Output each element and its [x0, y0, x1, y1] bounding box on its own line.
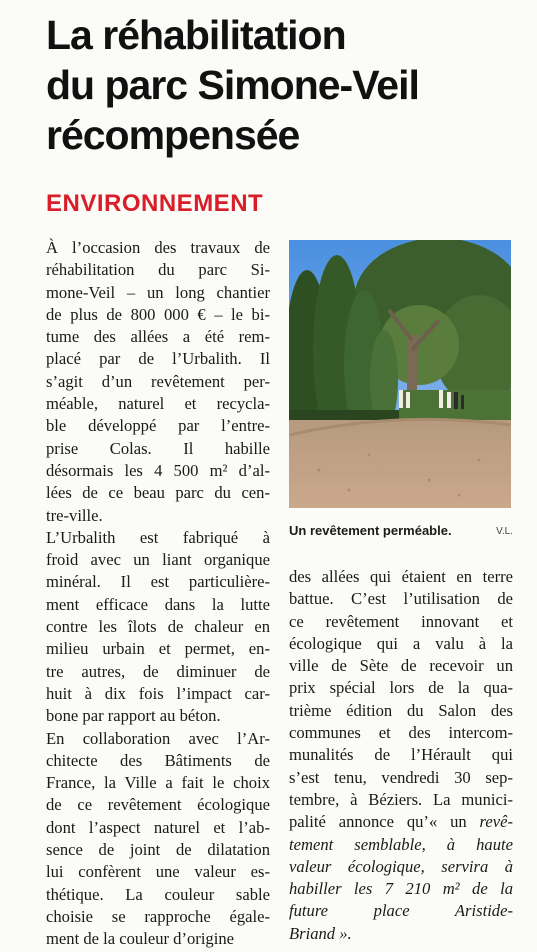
body-line: des allées qui étaient en terre	[289, 567, 513, 586]
body-line: ment de la couleur d’origine	[46, 929, 234, 949]
body-line: contre les îlots de chaleur en	[46, 617, 270, 637]
body-line: trième édition du Salon des	[289, 700, 513, 720]
photo-caption	[289, 522, 513, 541]
body-line: réhabilitation du parc Si-	[46, 260, 270, 280]
body-line: dont l’aspect naturel et l’ab-	[46, 817, 270, 837]
body-line: valeur écologique, servira à	[289, 856, 513, 876]
body-line: Briand ».	[289, 923, 352, 943]
body-line: de ce revêtement écologique	[46, 795, 270, 815]
headline	[46, 10, 526, 160]
article-body-right-column	[289, 566, 513, 945]
body-line: ce revêtement innovant et	[289, 611, 513, 631]
body-line: lui confèrent une valeur es-	[46, 862, 270, 882]
body-line: tume des allées a été rem-	[46, 327, 270, 347]
park-photo-image	[289, 240, 511, 508]
body-line: chitecte des Bâtiments de	[46, 750, 270, 770]
body-line: tement semblable, à haute	[289, 834, 513, 854]
body-line: écologique qui a valu à la	[289, 633, 513, 653]
article-body-left-column	[46, 237, 270, 951]
body-line: de plus de 800 000 € – le bi-	[46, 304, 270, 324]
body-line: méable, naturel et recycla-	[46, 394, 270, 414]
body-line: palité annonce qu’« un revê-	[289, 812, 513, 832]
body-line: À l’occasion des travaux de	[46, 238, 270, 257]
body-line: sence de joint de dilatation	[46, 840, 270, 860]
body-line: milieu urbain et permet, en-	[46, 639, 270, 659]
body-line: munalités de l’Hérault qui	[289, 745, 513, 765]
photo-caption-text: Un revêtement perméable.	[289, 523, 452, 538]
body-line: minéral. Il est particulière-	[46, 572, 270, 592]
body-line: battue. C’est l’utilisation de	[289, 589, 513, 609]
body-line: ble développé par l’entre-	[46, 416, 270, 436]
body-line: huit à dix fois l’impact car-	[46, 683, 270, 703]
body-line: froid avec un liant organique	[46, 550, 270, 570]
headline-line-2: du parc Simone-Veil	[46, 62, 419, 108]
body-line: tre autres, de diminuer de	[46, 661, 270, 681]
body-line: thétique. La couleur sable	[46, 884, 270, 904]
section-rubric: ENVIRONNEMENT	[46, 190, 264, 217]
body-line: s’agit d’un revêtement per-	[46, 371, 270, 391]
park-photo	[289, 240, 511, 508]
body-line: ville de Sète de recevoir un	[289, 656, 513, 676]
body-line: prix spécial lors de la qua-	[289, 678, 513, 698]
body-line: s’est tenu, vendredi 30 sep-	[289, 767, 513, 787]
body-line: communes et des intercom-	[289, 723, 513, 743]
body-line: France, la Ville a fait le choix	[46, 773, 270, 793]
headline-line-1: La réhabilitation	[46, 12, 346, 58]
body-line: placé par de l’Urbalith. Il	[46, 349, 270, 369]
body-line: future place Aristide-	[289, 901, 513, 921]
body-line: L’Urbalith est fabriqué à	[46, 527, 270, 547]
body-line: habiller les 7 210 m² de la	[289, 879, 513, 899]
body-line: tre-ville.	[46, 505, 103, 525]
body-line: ment efficace dans la lutte	[46, 594, 270, 614]
body-line: choisie se rapproche égale-	[46, 906, 270, 926]
body-line: désormais les 4 500 m² d’al-	[46, 460, 270, 480]
body-line: bone par rapport au béton.	[46, 706, 221, 726]
photo-credit: V.L.	[496, 526, 513, 537]
body-line: prise Colas. Il habille	[46, 438, 270, 458]
body-line: lées de ce beau parc du cen-	[46, 483, 270, 503]
body-line: tembre, à Béziers. La munici-	[289, 789, 513, 809]
headline-line-3: récompensée	[46, 112, 300, 158]
body-line: mone-Veil – un long chantier	[46, 282, 270, 302]
body-line: En collaboration avec l’Ar-	[46, 728, 270, 748]
